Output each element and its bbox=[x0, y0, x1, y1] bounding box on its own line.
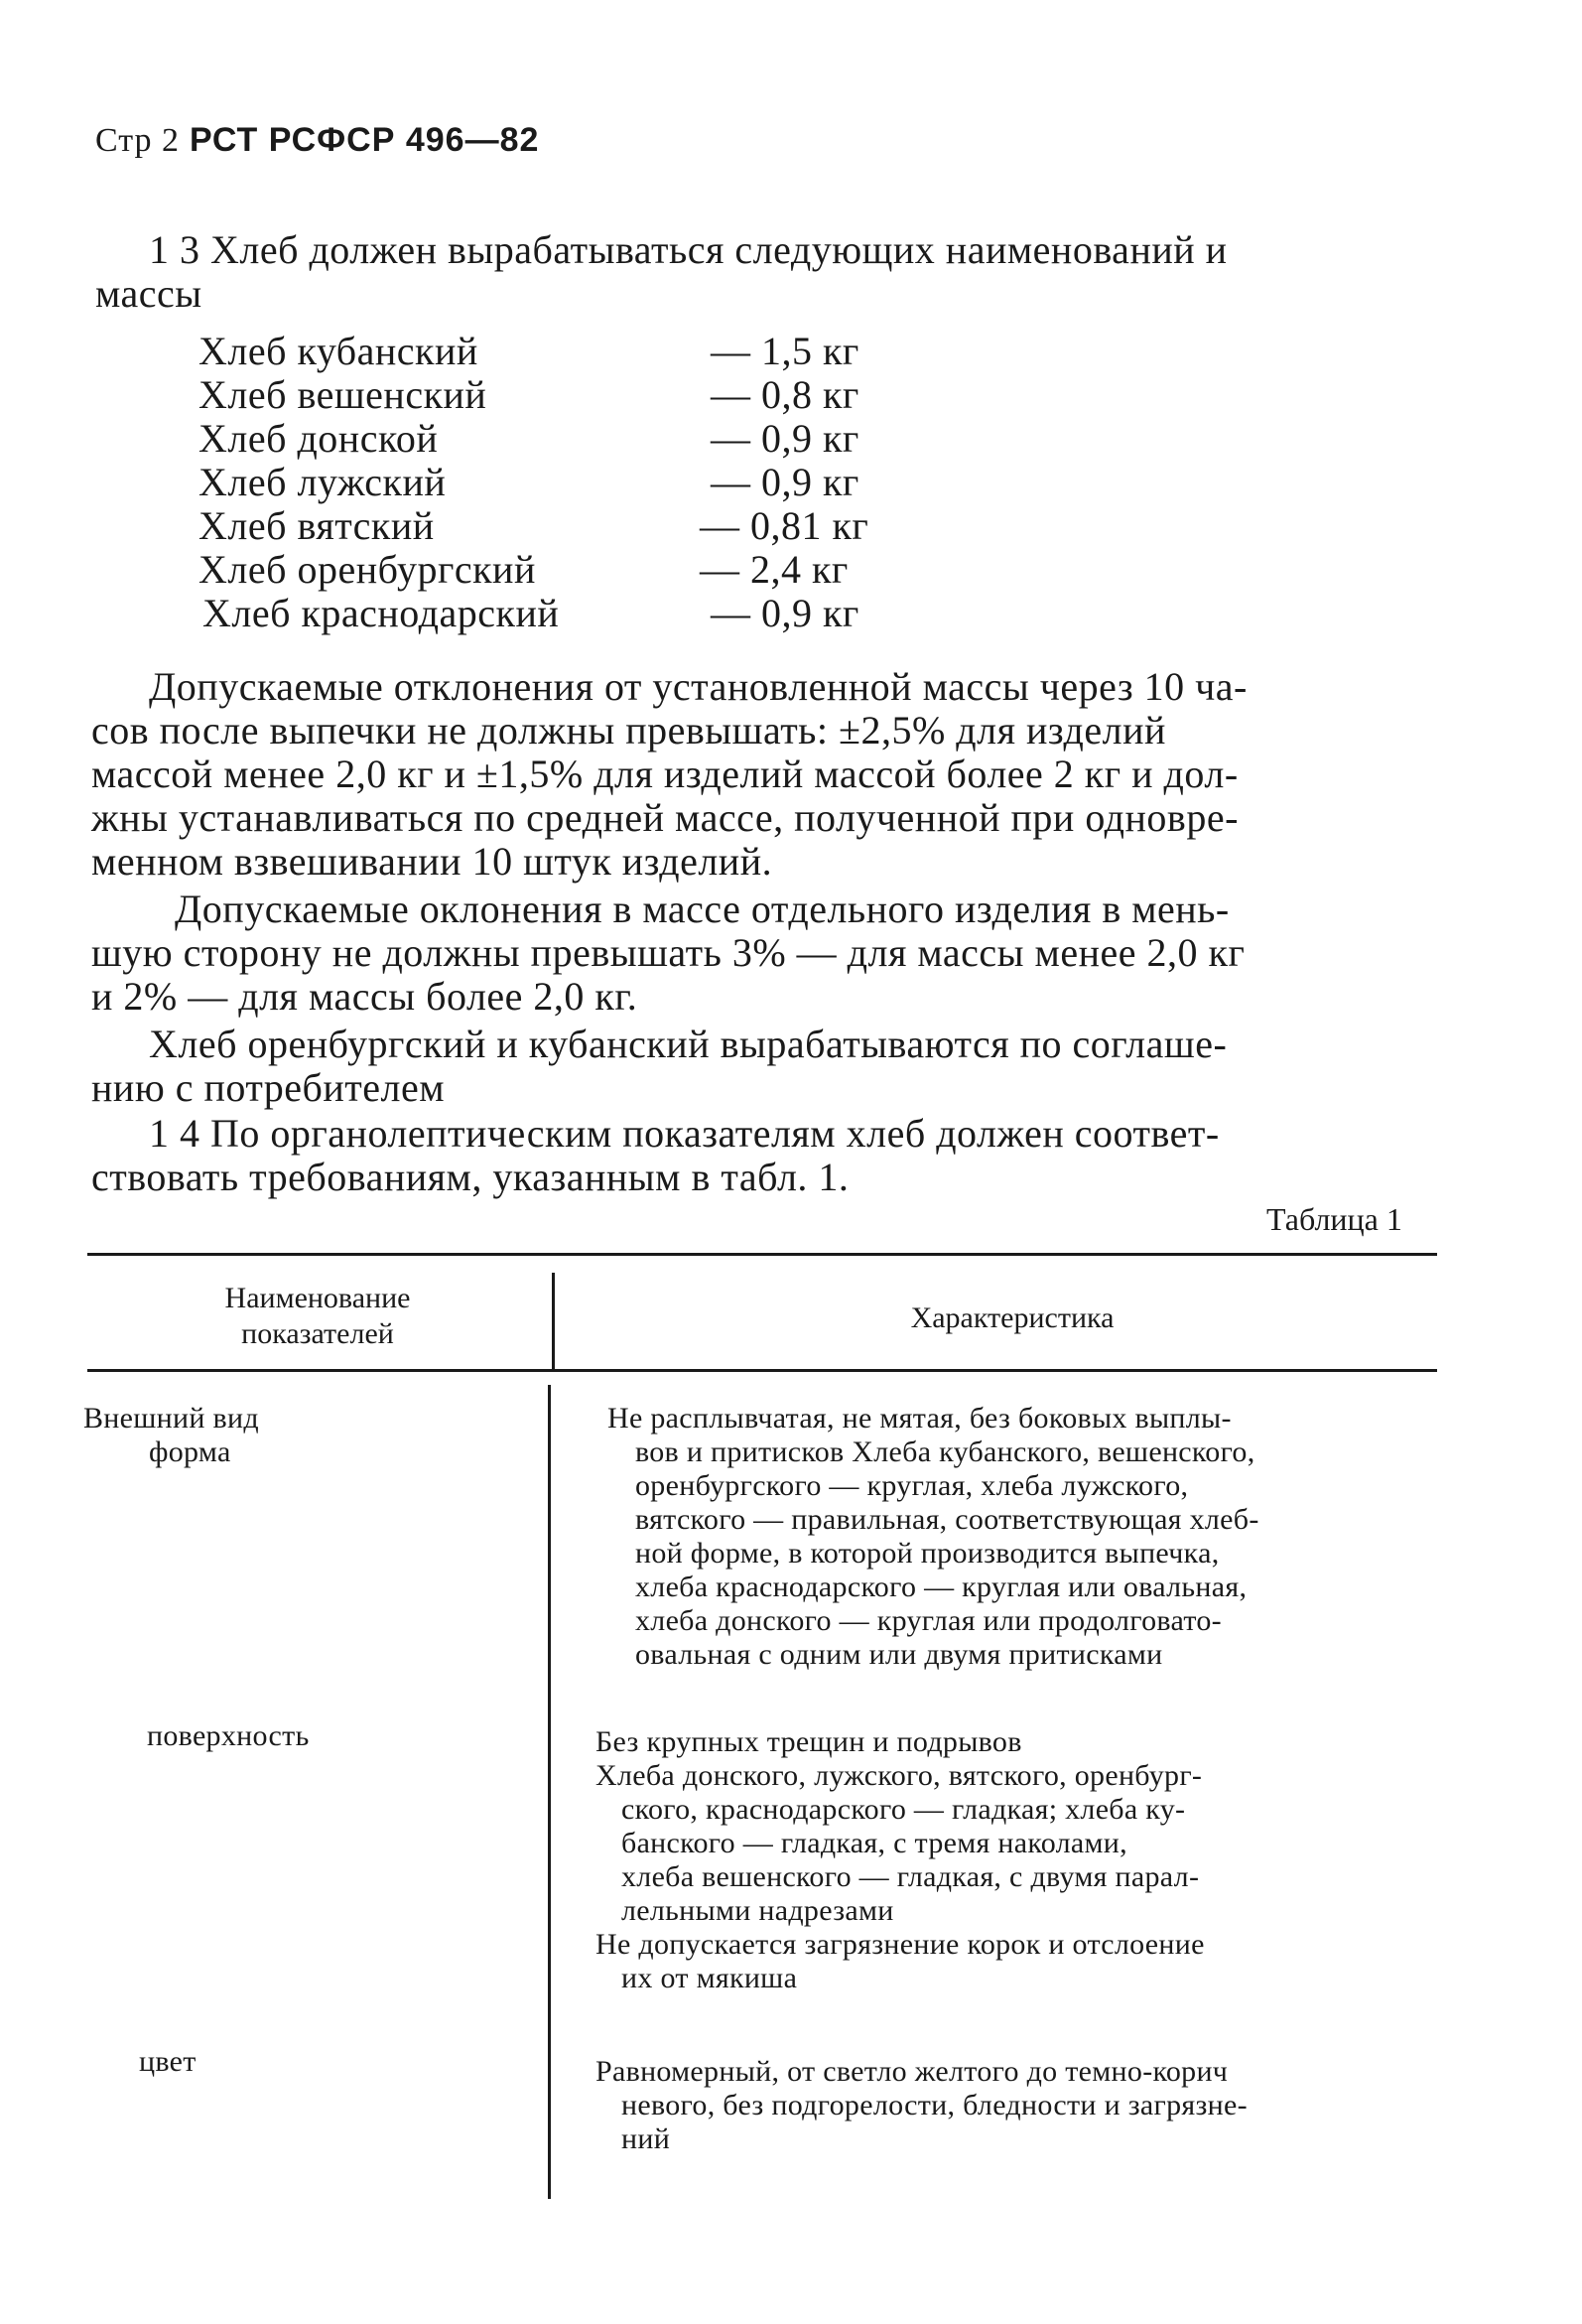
table-body-divider bbox=[548, 1385, 551, 2199]
row-characteristic: Не расплывчатая, не мятая, без боковых выплы- bbox=[607, 1402, 1232, 1435]
bread-weight: — 2,4 кг bbox=[700, 547, 849, 592]
bread-weight: — 0,9 кг bbox=[711, 460, 859, 504]
row-indicator: Внешний вид bbox=[83, 1402, 259, 1435]
bread-weight: — 0,8 кг bbox=[711, 372, 859, 417]
text-line: нию с потребителем bbox=[91, 1065, 446, 1110]
column-header-indicator bbox=[119, 1281, 516, 1352]
row-characteristic: хлеба донского — круглая или продолговато- bbox=[635, 1604, 1222, 1637]
column-header-characteristic: Характеристика bbox=[910, 1301, 1115, 1334]
text-line: менном взвешивании 10 штук изделий. bbox=[91, 839, 773, 884]
row-characteristic: Равномерный, от светло желтого до темно-корич bbox=[595, 2055, 1229, 2088]
standard-code: РСТ РСФСР 496—82 bbox=[190, 121, 540, 159]
bread-name: Хлеб краснодарский bbox=[202, 591, 560, 635]
bread-name: Хлеб оренбургский bbox=[198, 547, 536, 592]
row-characteristic: вятского — правильная, соответствующая хлеб- bbox=[635, 1503, 1259, 1536]
row-characteristic: лельными надрезами bbox=[621, 1894, 894, 1927]
bread-name: Хлеб донской bbox=[198, 416, 439, 461]
bread-name: Хлеб вешенский bbox=[198, 372, 487, 417]
text-line: 1 3 Хлеб должен вырабатываться следующих наименований и bbox=[149, 227, 1228, 272]
bread-weight: — 0,9 кг bbox=[711, 416, 859, 461]
text-line: жны устанавливаться по средней массе, полученной при одновре- bbox=[91, 795, 1239, 840]
page-header bbox=[95, 121, 539, 160]
row-characteristic: банского — гладкая, с тремя наколами, bbox=[621, 1827, 1127, 1859]
text-line: шую сторону не должны превышать 3% — для массы менее 2,0 кг bbox=[91, 930, 1246, 975]
column-header-line: показателей bbox=[241, 1317, 394, 1350]
text-line: и 2% — для массы более 2,0 кг. bbox=[91, 974, 638, 1019]
bread-weight: — 0,81 кг bbox=[700, 503, 869, 548]
table-header-rule bbox=[87, 1369, 1437, 1372]
row-characteristic: оренбургского — круглая, хлеба лужского, bbox=[635, 1469, 1189, 1502]
text-line: 1 4 По органолептическим показателям хлеб должен соответ- bbox=[149, 1111, 1220, 1156]
bread-name: Хлеб кубанский bbox=[198, 329, 478, 373]
row-characteristic: ний bbox=[621, 2122, 671, 2155]
row-characteristic: вов и притисков Хлеба кубанского, вешенского, bbox=[635, 1435, 1255, 1468]
table-header-divider bbox=[552, 1273, 555, 1372]
column-header-line: Наименование bbox=[224, 1282, 411, 1314]
page-number: Стр 2 bbox=[95, 122, 181, 159]
row-characteristic: Без крупных трещин и подрывов bbox=[595, 1725, 1022, 1758]
row-characteristic: овальная с одним или двумя притисками bbox=[635, 1638, 1163, 1671]
row-characteristic: хлеба вешенского — гладкая, с двумя парал- bbox=[621, 1860, 1200, 1893]
row-indicator: поверхность bbox=[147, 1719, 310, 1752]
text-line: массы bbox=[95, 271, 202, 316]
text-line: сов после выпечки не должны превышать: ±2,5% для изделий bbox=[91, 708, 1166, 752]
row-characteristic: Хлеба донского, лужского, вятского, оренбург- bbox=[595, 1759, 1203, 1792]
row-characteristic: ной форме, в которой производится выпечка, bbox=[635, 1537, 1220, 1570]
text-line: Допускаемые оклонения в массе отдельного изделия в мень- bbox=[175, 887, 1230, 931]
text-line: массой менее 2,0 кг и ±1,5% для изделий массой более 2 кг и дол- bbox=[91, 752, 1239, 796]
table-top-rule bbox=[87, 1253, 1437, 1256]
row-indicator: форма bbox=[149, 1435, 231, 1468]
bread-name: Хлеб лужский bbox=[198, 460, 447, 504]
text-line: Допускаемые отклонения от установленной массы через 10 ча- bbox=[149, 664, 1248, 709]
text-line: ствовать требованиям, указанным в табл. 1. bbox=[91, 1155, 850, 1199]
row-characteristic: Не допускается загрязнение корок и отслоение bbox=[595, 1928, 1205, 1961]
bread-weight: — 1,5 кг bbox=[711, 329, 859, 373]
text-line: Хлеб оренбургский и кубанский вырабатываются по соглаше- bbox=[149, 1022, 1228, 1066]
row-characteristic: их от мякиша bbox=[621, 1962, 798, 1994]
bread-name: Хлеб вятский bbox=[198, 503, 435, 548]
row-characteristic: ского, краснодарского — гладкая; хлеба ку- bbox=[621, 1793, 1186, 1826]
table-label: Таблица 1 bbox=[1266, 1201, 1402, 1237]
row-characteristic: хлеба краснодарского — круглая или овальная, bbox=[635, 1571, 1248, 1603]
bread-weight: — 0,9 кг bbox=[711, 591, 859, 635]
row-indicator: цвет bbox=[139, 2045, 197, 2078]
row-characteristic: невого, без подгорелости, бледности и загрязне- bbox=[621, 2089, 1248, 2121]
